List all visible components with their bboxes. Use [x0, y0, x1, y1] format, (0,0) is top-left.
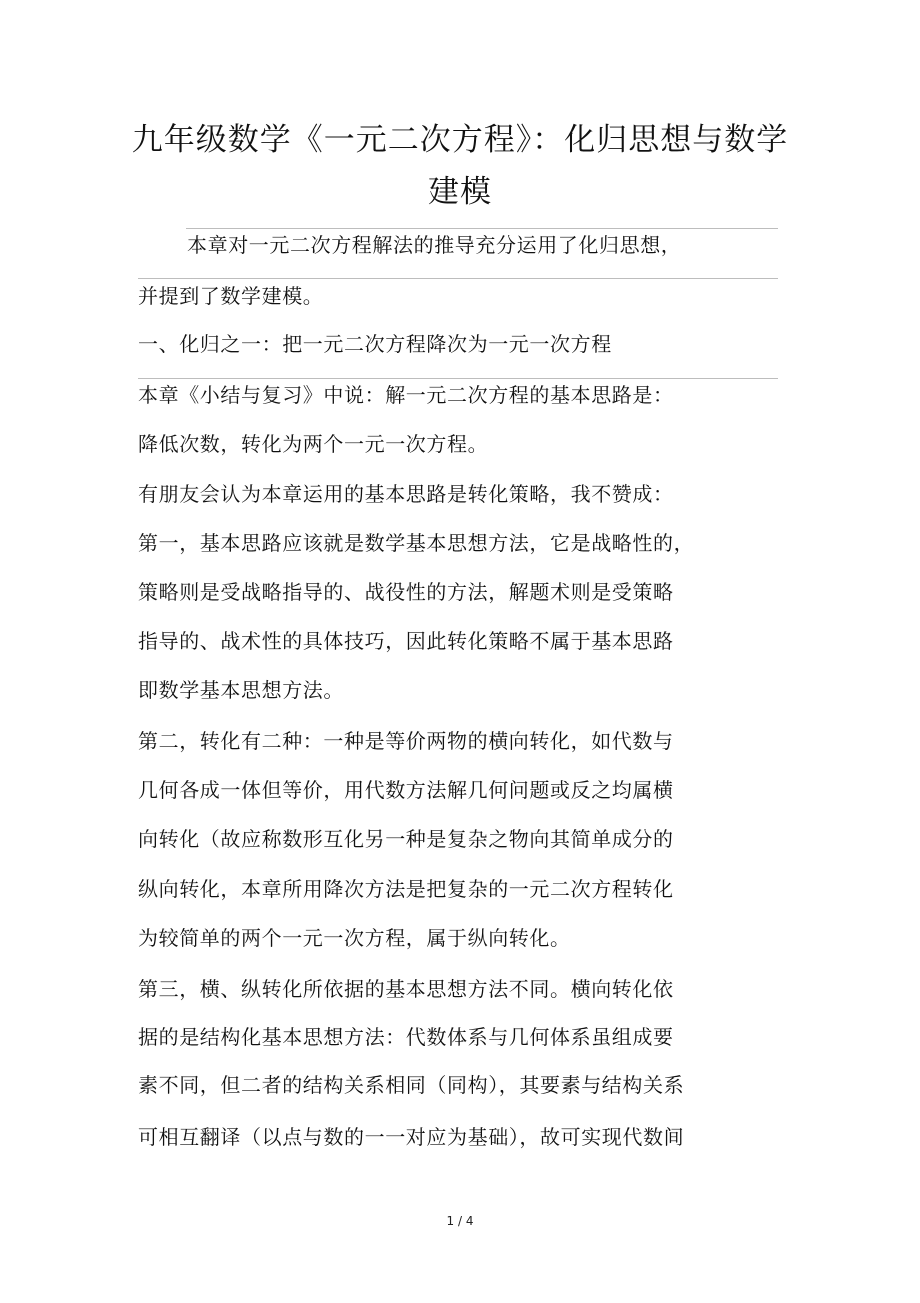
paragraph-line: 素不同，但二者的结构关系相同（同构），其要素与结构关系	[138, 1073, 685, 1097]
divider-line	[186, 228, 778, 229]
paragraph-line: 为较简单的两个一元一次方程，属于纵向转化。	[138, 926, 571, 950]
paragraph-line: 纵向转化，本章所用降次方法是把复杂的一元二次方程转化	[138, 877, 674, 901]
divider-line	[138, 278, 778, 279]
paragraph-line: 即数学基本思想方法。	[138, 678, 344, 702]
document-title-line1: 九年级数学《一元二次方程》：化归思想与数学	[131, 122, 789, 158]
paragraph-line: 据的是结构化基本思想方法：代数体系与几何体系虽组成要	[138, 1025, 674, 1049]
paragraph-line: 降低次数，转化为两个一元一次方程。	[138, 432, 489, 456]
page-number: 1 / 4	[446, 1214, 474, 1228]
paragraph-line: 向转化（故应称数形互化另一种是复杂之物向其简单成分的	[138, 827, 674, 851]
paragraph-line: 本章《小结与复习》中说：解一元二次方程的基本思路是：	[138, 383, 674, 407]
paragraph-line: 并提到了数学建模。	[138, 284, 324, 308]
paragraph-line: 本章对一元二次方程解法的推导充分运用了化归思想，	[187, 233, 682, 257]
paragraph-line: 第一，基本思路应该就是数学基本思想方法，它是战略性的，	[138, 531, 695, 555]
paragraph-line: 策略则是受战略指导的、战役性的方法，解题术则是受策略	[138, 580, 674, 604]
divider-line	[138, 378, 778, 379]
paragraph-line: 指导的、战术性的具体技巧，因此转化策略不属于基本思路	[138, 629, 674, 653]
paragraph-line: 有朋友会认为本章运用的基本思路是转化策略，我不赞成：	[138, 482, 674, 506]
document-title-line2: 建模	[428, 174, 492, 210]
paragraph-line: 第三，横、纵转化所依据的基本思想方法不同。横向转化依	[138, 977, 674, 1001]
paragraph-line: 第二，转化有二种：一种是等价两物的横向转化，如代数与	[138, 729, 674, 753]
paragraph-line: 可相互翻译（以点与数的一一对应为基础），故可实现代数间	[138, 1125, 685, 1149]
section-heading: 一、化归之一：把一元二次方程降次为一元一次方程	[138, 332, 612, 356]
paragraph-line: 几何各成一体但等价，用代数方法解几何问题或反之均属横	[138, 778, 674, 802]
